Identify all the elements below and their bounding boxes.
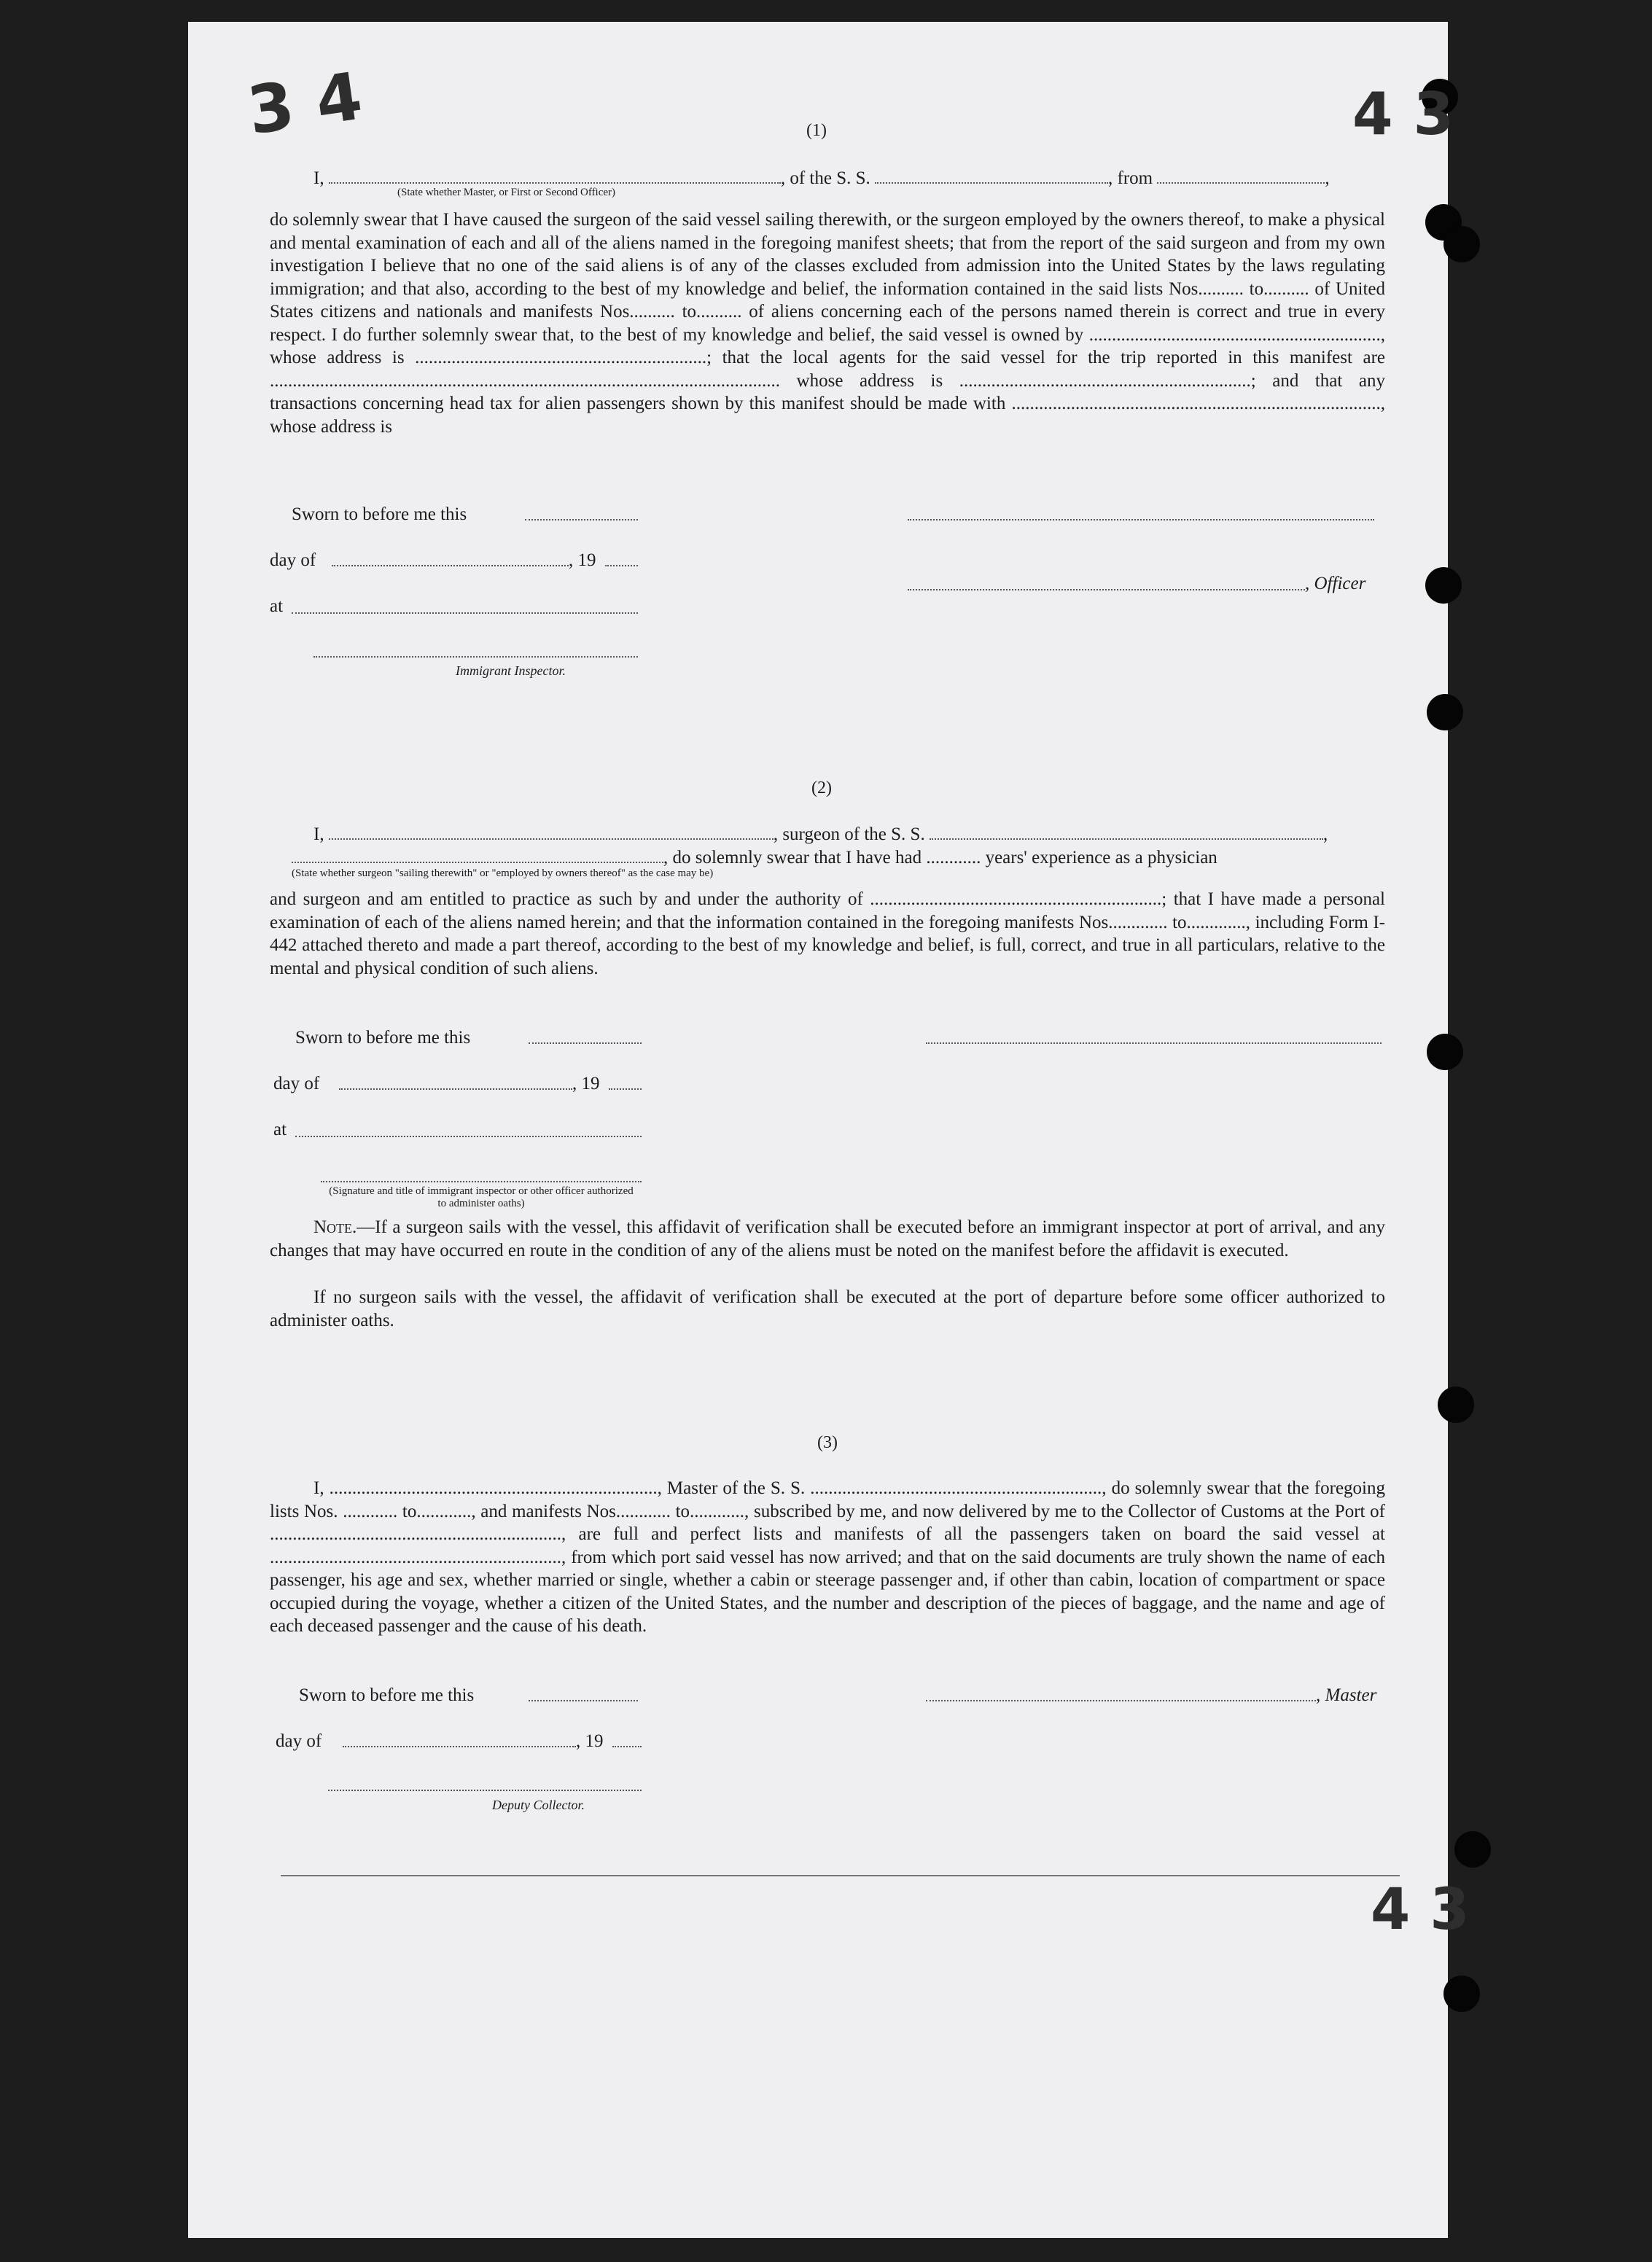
s1-inspector-signature-line: [313, 656, 638, 658]
s1-body: do solemnly swear that I have caused the surgeon of the said vessel sailing therewith, or the surgeon employed by the owners thereof, to make a physical and mental examination of each and all of the aliens named in the foregoing manifest sheets; that from the report of the said surgeon and from my own investigation I believe that no one of the said aliens is of any of the classes excluded from admission into the United States by the laws regulating immigration; and that also, according to the best of my knowledge and belief, the information contained in the said lists Nos.......... to.......... of United States citizens and nationals and manifests Nos.......... to.......... of aliens concerning each of the persons named therein is correct and true in every respect. I do further solemnly swear that, to the best of my knowledge and belief, the said vessel is owned by ................................................................, whose address is ................................................................; that the local agents for the said vessel for the trip reported in this manifest are ................................................................................................................ whose address is ................................................................; and that any transactions concerning head tax for alien passengers shown by this manifest should be made with ................................................................................., whose address is: [270, 210, 1385, 437]
s2-note-1: [270, 1216, 1385, 1262]
s1-sworn: Sworn to before me this: [292, 504, 467, 524]
punch-hole: [1443, 226, 1480, 262]
s2-day-of: day of: [273, 1074, 320, 1093]
s2-at-line: [295, 1136, 642, 1137]
s1-line1: I, , of the S. S. , from ,: [313, 168, 1330, 188]
corner-mark-bottom-right: 4 3: [1371, 1877, 1470, 1943]
punch-hole: [1454, 1831, 1491, 1868]
s3-master-signature-line: [926, 1700, 1316, 1701]
punch-hole: [1425, 567, 1462, 604]
bottom-rule: [281, 1875, 1400, 1876]
s2-day-line: [339, 1088, 572, 1090]
s2-inspector-signature-line: [321, 1181, 642, 1182]
s3-deputy-signature-line: [328, 1790, 642, 1791]
s3-day-of: day of: [276, 1731, 322, 1751]
s2-note-label: Note.: [313, 1217, 357, 1237]
s2-surgeon-signature-line: [926, 1042, 1382, 1044]
s1-day-of: day of: [270, 550, 316, 570]
s2-body: and surgeon and am entitled to practice as such by and under the authority of ................................................................; that I have made a personal examination of each of the aliens named herein; and that the information contained in the foregoing manifests Nos............. to............., including Form I-442 attached thereto and made a part thereof, according to the best of my knowledge and belief, is full, correct, and true in all particulars, relative to the mental and physical condition of such aliens.: [270, 889, 1385, 978]
s1-of-ss-label: , of the S. S.: [780, 168, 870, 188]
s1-sworn-line: [525, 519, 638, 520]
s3-sworn: Sworn to before me this: [299, 1685, 475, 1705]
s1-at: at: [270, 596, 284, 616]
s2-note-1-text: —If a surgeon sails with the vessel, this affidavit of verification shall be executed before an immigrant inspector at port of arrival, and any changes that may have occurred en route in the condition of any of the aliens must be noted on the manifest before the affidavit is executed.: [270, 1217, 1385, 1260]
s1-i-label: I,: [313, 168, 324, 188]
s2-i-label: I,: [313, 824, 324, 844]
s3-body: I, ........................................................................, Master of the S. S. ................................................................, do solemnly swear that the foregoing lists Nos. ............ to............, and manifests Nos............ to............, subscribed by me, and now delivered by me to the Collector of Customs at the Port of ................................................................, are full and perfect lists and manifests of all the passengers taken on board the said vessel at ................................................................, from which port said vessel has now arrived; and that on the said documents are truly shown the name of each passenger, his age and sex, whether married or single, whether a cabin or steerage passenger and, if other than cabin, location of compartment or space occupied during the voyage, whether a citizen of the United States, and the number and description of the pieces of baggage, and the name and age of each deceased passenger and the cause of his death.: [270, 1478, 1385, 1636]
s2-line2-subcaption: (State whether surgeon "sailing therewith" or "employed by owners thereof" as the case may be): [292, 867, 714, 879]
section-3-number: (3): [817, 1433, 838, 1452]
s3-year-line: [612, 1746, 642, 1747]
punch-hole: [1438, 1387, 1474, 1423]
s1-year-line: [605, 565, 638, 566]
s2-line1: I, , surgeon of the S. S. ,: [313, 824, 1328, 844]
s1-day-line: [332, 565, 569, 566]
punch-hole: [1443, 1976, 1480, 2012]
s3-sworn-line: [529, 1700, 638, 1701]
s2-line2: [292, 847, 1217, 868]
section-2-number: (2): [811, 779, 832, 797]
s1-year: , 19: [569, 550, 596, 570]
s2-surgeon-label: , surgeon of the S. S.: [773, 824, 925, 844]
s1-at-line: [292, 612, 638, 614]
section-1-number: (1): [806, 121, 827, 140]
s2-sworn-line: [529, 1042, 642, 1044]
s2-year-line: [609, 1088, 642, 1090]
s3-master-label: , Master: [1316, 1685, 1377, 1705]
s2-year: , 19: [572, 1074, 600, 1093]
s2-note-2: If no surgeon sails with the vessel, the affidavit of verification shall be executed at the port of departure before some officer authorized to administer oaths.: [270, 1287, 1385, 1330]
corner-mark-top-right: 4 3: [1352, 80, 1454, 148]
s2-line2-text: , do solemnly swear that I have had ............ years' experience as a physician: [663, 848, 1217, 867]
s1-officer-label: , Officer: [1305, 574, 1366, 593]
corner-mark-top-left: 3 4: [243, 58, 367, 150]
s1-officer-signature-line: [908, 589, 1305, 590]
s1-from-label: , from: [1108, 168, 1153, 188]
punch-hole: [1427, 694, 1463, 730]
s3-day-line: [343, 1746, 576, 1747]
s2-sworn: Sworn to before me this: [295, 1028, 471, 1048]
punch-hole: [1427, 1034, 1463, 1070]
s2-at: at: [273, 1120, 287, 1139]
s3-deputy-label: Deputy Collector.: [492, 1798, 585, 1812]
s2-signature-note: (Signature and title of immigrant inspector or other officer authorized to administer oaths): [329, 1185, 634, 1209]
s1-inspector-label: Immigrant Inspector.: [456, 663, 566, 678]
s3-year: , 19: [576, 1731, 604, 1751]
s1-officer-signature-line-top: [908, 519, 1374, 520]
s1-line1-subcaption: (State whether Master, or First or Second Officer): [397, 187, 616, 198]
